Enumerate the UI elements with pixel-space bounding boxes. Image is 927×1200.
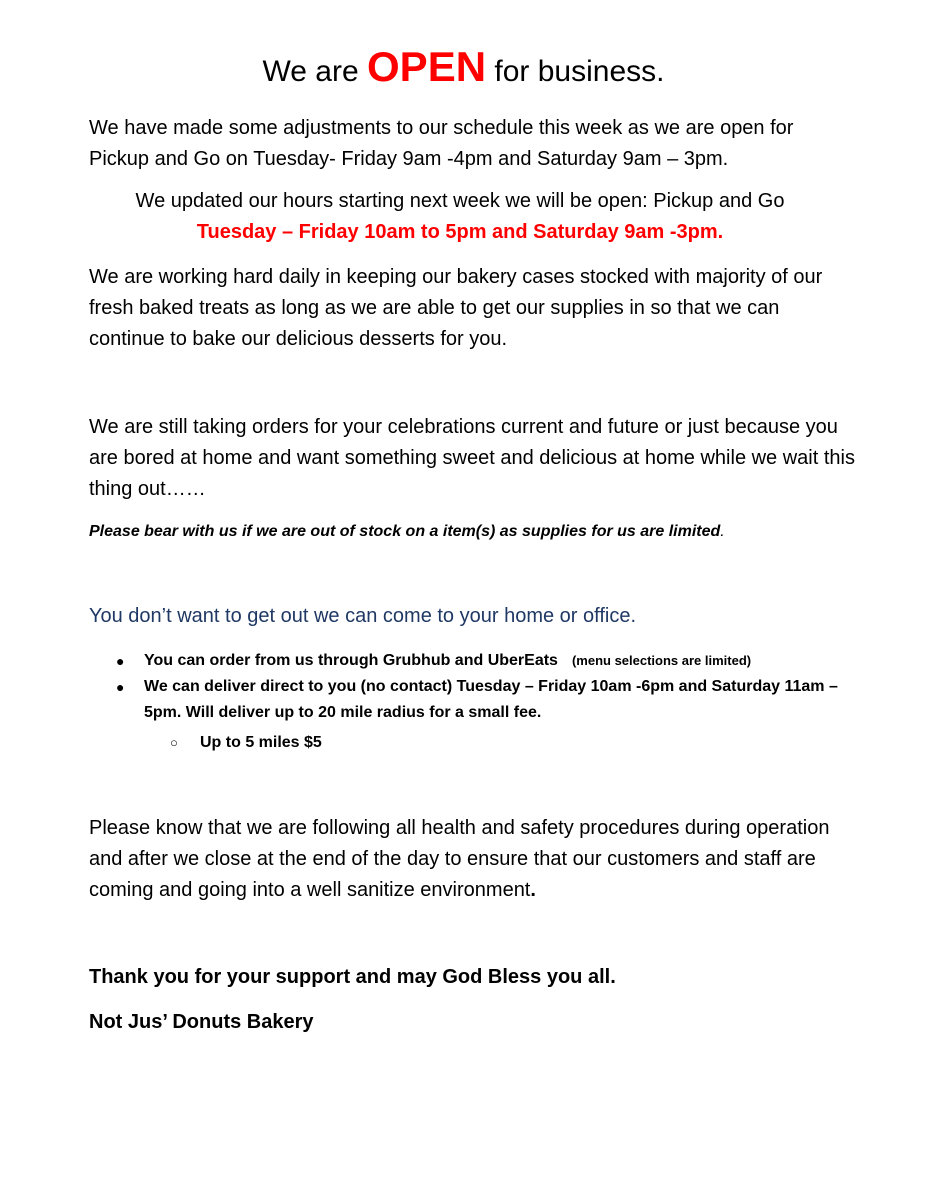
bullet-icon: ● <box>116 679 125 695</box>
schedule-paragraph: We have made some adjustments to our schedule this week as we are open for Pickup and Go on Tuesday- Friday 9am -4pm and Saturday 9am – 3pm. <box>89 117 794 170</box>
stock-paragraph: We are working hard daily in keeping our bakery cases stocked with majority of our fresh baked treats as long as we are able to get our supplies in so that we can continue to bake our delicious desserts for you. <box>89 266 823 350</box>
safety-paragraph <box>89 813 859 906</box>
grubhub-ubereats-text: You can order from us through Grubhub and UberEats <box>144 652 558 669</box>
title-open-word: OPEN <box>367 43 487 90</box>
delivery-fee-text: Up to 5 miles $5 <box>200 734 322 751</box>
bakery-signature: Not Jus’ Donuts Bakery <box>89 1011 314 1033</box>
title-prefix: We are <box>262 55 368 88</box>
circle-bullet-icon: ○ <box>170 735 178 750</box>
delivery-fee-subitem <box>170 730 322 756</box>
delivery-options-list <box>110 648 870 726</box>
list-item <box>110 648 870 674</box>
updated-hours-times: Tuesday – Friday 10am to 5pm and Saturday 9am -3pm. <box>196 221 724 243</box>
menu-limited-note: (menu selections are limited) <box>571 653 752 668</box>
page-title <box>0 42 927 97</box>
delivery-heading: You don’t want to get out we can come to your home or office. <box>89 605 637 627</box>
updated-hours <box>60 186 860 248</box>
safety-text: Please know that we are following all health and safety procedures during operation and after we close at the end of the day to ensure that our customers and staff are coming and going into a well sanitize environment <box>89 817 830 901</box>
list-item <box>110 674 870 726</box>
stock-notice <box>89 520 859 544</box>
safety-end: . <box>530 879 536 901</box>
stock-notice-end: . <box>720 523 725 540</box>
bullet-icon: ● <box>116 653 125 669</box>
stock-notice-text: Please bear with us if we are out of stock on a item(s) as supplies for us are limited <box>89 523 721 540</box>
thank-you-line: Thank you for your support and may God Bless you all. <box>89 966 616 988</box>
delivery-hours-text: We can deliver direct to you (no contact) Tuesday – Friday 10am -6pm and Saturday 11am – 5pm. Will deliver up to 20 mile radius for a small fee. <box>144 678 838 721</box>
title-suffix: for business. <box>486 55 665 88</box>
updated-hours-intro: We updated our hours starting next week we will be open: Pickup and Go <box>135 190 785 212</box>
orders-paragraph: We are still taking orders for your celebrations current and future or just because you are bored at home and want something sweet and delicious at home while we wait this thing out…… <box>89 416 855 500</box>
